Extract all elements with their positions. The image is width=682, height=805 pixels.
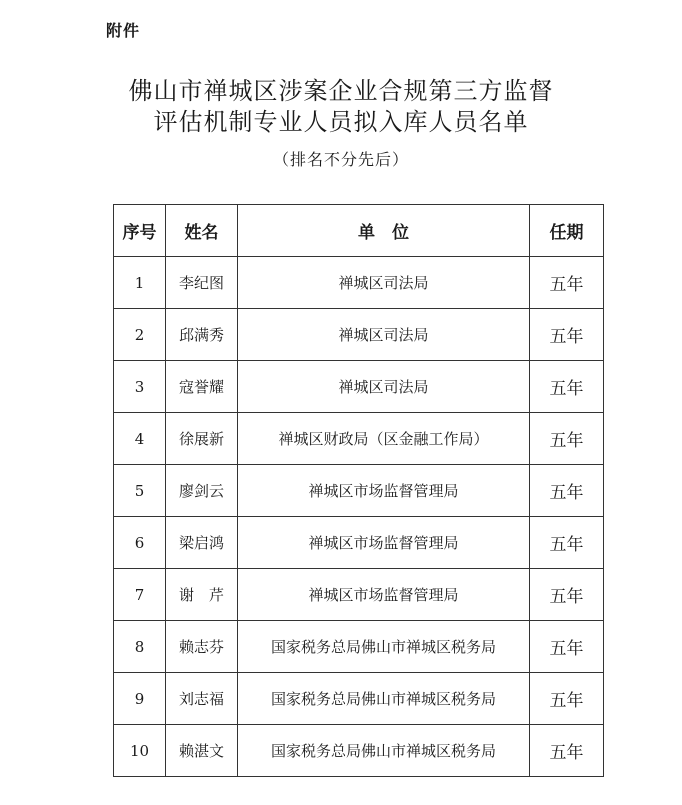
cell-unit: 禅城区市场监督管理局 — [238, 517, 530, 569]
cell-no: 1 — [114, 257, 166, 309]
cell-term: 五年 — [530, 725, 604, 777]
cell-name: 徐展新 — [166, 413, 238, 465]
cell-term: 五年 — [530, 569, 604, 621]
cell-name: 赖志芬 — [166, 621, 238, 673]
cell-no: 4 — [114, 413, 166, 465]
table-row — [114, 465, 604, 517]
document-title-line-1: 佛山市禅城区涉案企业合规第三方监督 — [128, 77, 554, 105]
cell-no: 10 — [114, 725, 166, 777]
column-header-no: 序号 — [114, 205, 166, 257]
column-header-term: 任期 — [530, 205, 604, 257]
cell-name: 邱满秀 — [166, 309, 238, 361]
table-row — [114, 621, 604, 673]
cell-term: 五年 — [530, 309, 604, 361]
cell-term: 五年 — [530, 413, 604, 465]
cell-name: 刘志福 — [166, 673, 238, 725]
cell-term: 五年 — [530, 257, 604, 309]
cell-term: 五年 — [530, 621, 604, 673]
cell-term: 五年 — [530, 361, 604, 413]
cell-no: 8 — [114, 621, 166, 673]
cell-name: 赖湛文 — [166, 725, 238, 777]
attachment-label: 附件 — [106, 21, 141, 40]
column-header-unit: 单 位 — [238, 205, 530, 257]
table-row — [114, 673, 604, 725]
table-row — [114, 413, 604, 465]
cell-unit: 禅城区市场监督管理局 — [238, 465, 530, 517]
document-title-line-2: 评估机制专业人员拟入库人员名单 — [153, 108, 529, 136]
table-row — [114, 517, 604, 569]
cell-unit: 禅城区司法局 — [238, 309, 530, 361]
cell-unit: 禅城区财政局（区金融工作局） — [238, 413, 530, 465]
cell-unit: 禅城区市场监督管理局 — [238, 569, 530, 621]
cell-name: 谢 芹 — [166, 569, 238, 621]
table-header-row — [114, 205, 604, 257]
cell-unit: 国家税务总局佛山市禅城区税务局 — [238, 673, 530, 725]
cell-no: 6 — [114, 517, 166, 569]
cell-no: 3 — [114, 361, 166, 413]
cell-unit: 国家税务总局佛山市禅城区税务局 — [238, 621, 530, 673]
cell-no: 9 — [114, 673, 166, 725]
column-header-name: 姓名 — [166, 205, 238, 257]
table-row — [114, 725, 604, 777]
cell-unit: 国家税务总局佛山市禅城区税务局 — [238, 725, 530, 777]
cell-term: 五年 — [530, 673, 604, 725]
document-subtitle: （排名不分先后） — [272, 150, 409, 169]
table-body — [114, 257, 604, 777]
table-row — [114, 361, 604, 413]
cell-name: 梁启鸿 — [166, 517, 238, 569]
cell-no: 7 — [114, 569, 166, 621]
cell-no: 2 — [114, 309, 166, 361]
table-row — [114, 257, 604, 309]
cell-name: 寇誉耀 — [166, 361, 238, 413]
cell-unit: 禅城区司法局 — [238, 361, 530, 413]
table-header — [114, 205, 604, 257]
personnel-table — [113, 204, 604, 777]
table-row — [114, 569, 604, 621]
cell-term: 五年 — [530, 465, 604, 517]
cell-term: 五年 — [530, 517, 604, 569]
cell-no: 5 — [114, 465, 166, 517]
cell-unit: 禅城区司法局 — [238, 257, 530, 309]
cell-name: 李纪图 — [166, 257, 238, 309]
cell-name: 廖剑云 — [166, 465, 238, 517]
table-row — [114, 309, 604, 361]
